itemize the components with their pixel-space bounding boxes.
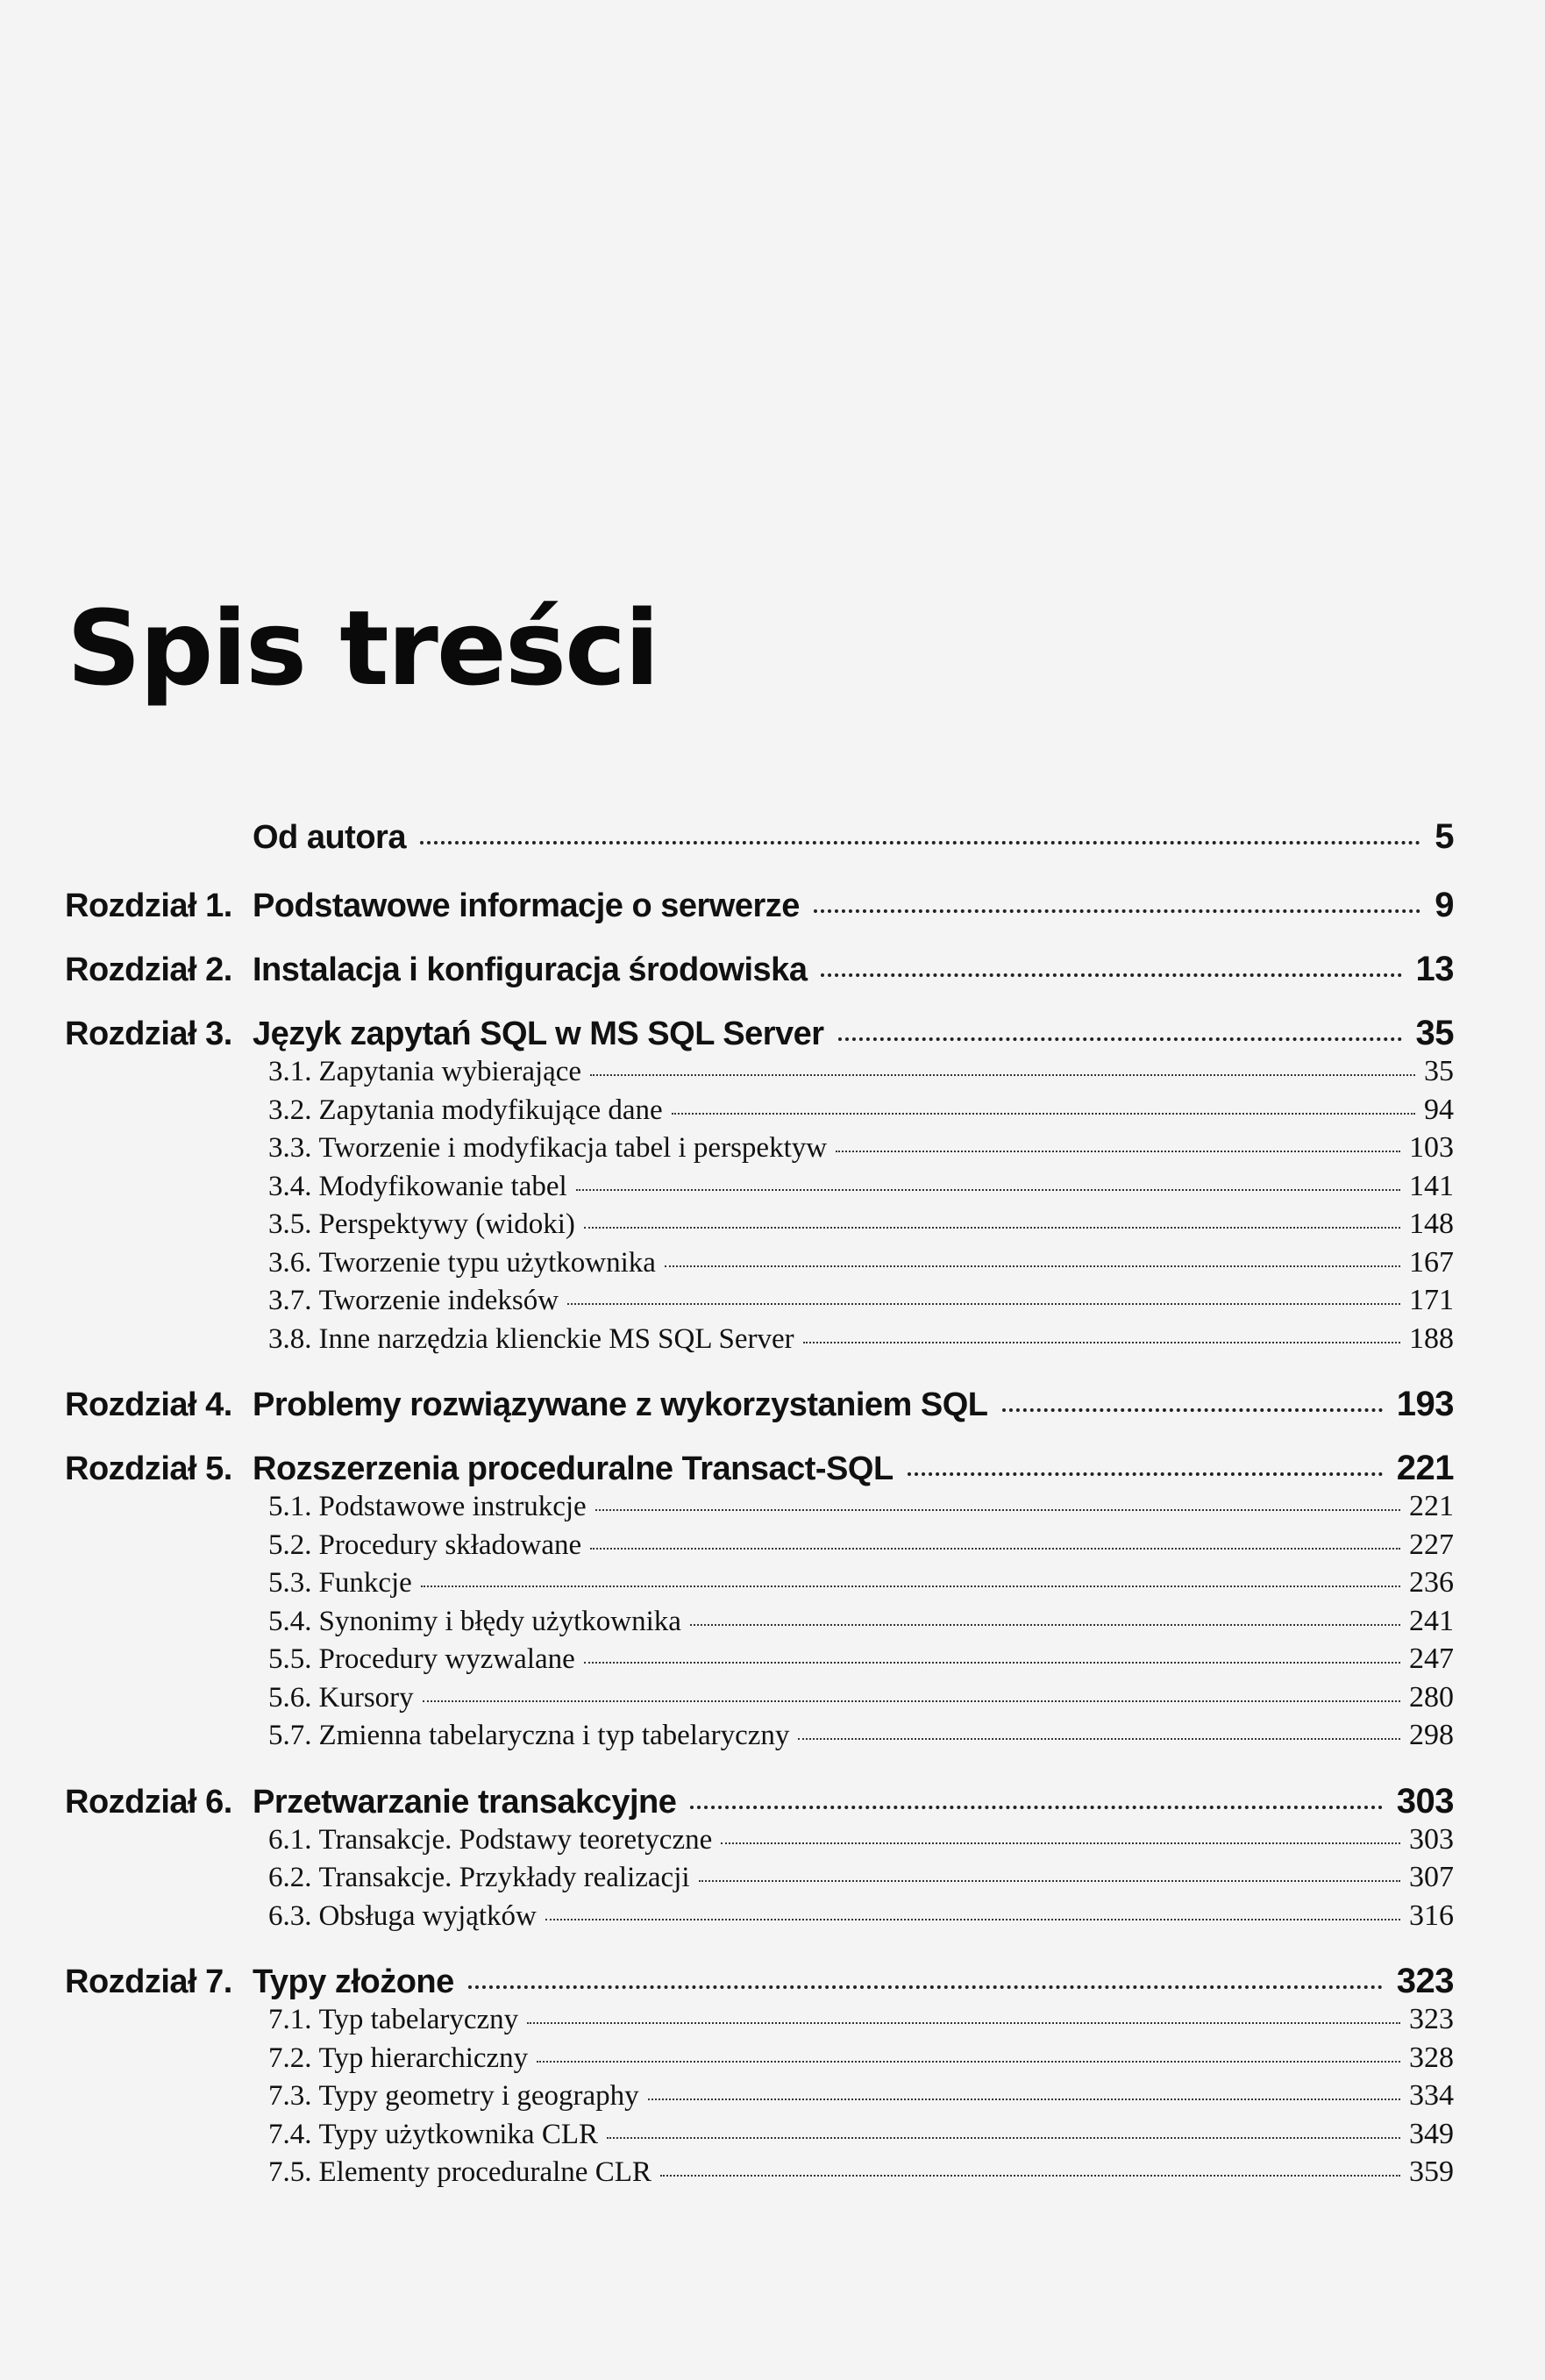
dot-leader	[821, 973, 1401, 977]
section-number: 5.7.	[268, 1720, 312, 1751]
chapter-title: Problemy rozwiązywane z wykorzystaniem SQL	[253, 1386, 988, 1423]
dot-leader	[595, 1509, 1400, 1511]
chapter-title: Język zapytań SQL w MS SQL Server	[253, 1015, 824, 1052]
toc-section-entry[interactable]	[65, 1322, 1454, 1361]
dot-leader	[567, 1303, 1400, 1305]
dot-leader	[607, 2137, 1400, 2139]
section-page-number: 94	[1424, 1093, 1454, 1126]
chapter-label: Rozdział 5.	[65, 1450, 232, 1487]
section-title: Tworzenie i modyfikacja tabel i perspektyw	[318, 1132, 828, 1164]
chapter-page-number: 5	[1435, 817, 1454, 856]
section-number: 3.7.	[268, 1285, 312, 1316]
section-number: 3.3.	[268, 1132, 312, 1164]
chapter-label: Rozdział 7.	[65, 1963, 232, 2000]
section-title: Elementy proceduralne CLR	[318, 2156, 651, 2188]
section-number: 3.2.	[268, 1094, 312, 1126]
section-number: 7.4.	[268, 2118, 312, 2150]
chapter-page-number: 323	[1396, 1962, 1454, 2000]
section-page-number: 334	[1409, 2079, 1454, 2112]
dot-leader	[648, 2099, 1400, 2100]
section-title: Tworzenie typu użytkownika	[318, 1246, 656, 1279]
section-title: Tworzenie indeksów	[318, 1285, 559, 1316]
page-title: Spis treści	[67, 588, 659, 709]
toc-section-entry[interactable]	[65, 1055, 1454, 1094]
toc-section-entry[interactable]	[65, 1246, 1454, 1285]
toc-section-entry[interactable]	[65, 1528, 1454, 1567]
section-number: 5.5.	[268, 1643, 312, 1675]
toc-chapter-entry[interactable]	[65, 950, 1454, 1014]
section-page-number: 359	[1409, 2156, 1454, 2188]
section-number: 5.6.	[268, 1681, 312, 1714]
toc-chapter-entry[interactable]	[65, 817, 1454, 886]
section-title: Typy geometry i geography	[318, 2080, 639, 2112]
chapter-page-number: 13	[1415, 950, 1454, 988]
toc-section-entry[interactable]	[65, 2156, 1454, 2194]
dot-leader	[699, 1880, 1400, 1882]
toc-section-entry[interactable]	[65, 2079, 1454, 2118]
toc-chapter-entry[interactable]	[65, 886, 1454, 950]
chapter-title: Rozszerzenia proceduralne Transact-SQL	[253, 1450, 894, 1487]
chapter-title: Od autora	[253, 819, 406, 856]
section-number: 7.1.	[268, 2004, 312, 2035]
section-number: 6.1.	[268, 1823, 312, 1856]
section-title: Typ hierarchiczny	[318, 2042, 529, 2074]
dot-leader	[690, 1806, 1382, 1809]
section-number: 5.4.	[268, 1605, 312, 1637]
section-title: Transakcje. Przykłady realizacji	[318, 1862, 690, 1893]
section-page-number: 148	[1409, 1208, 1454, 1240]
toc-section-entry[interactable]	[65, 1719, 1454, 1757]
toc-section-entry[interactable]	[65, 1170, 1454, 1208]
toc-section-entry[interactable]	[65, 1605, 1454, 1643]
dot-leader	[590, 1548, 1400, 1550]
section-page-number: 323	[1409, 2003, 1454, 2035]
section-title: Obsługa wyjątków	[318, 1899, 537, 1932]
toc-section-entry[interactable]	[65, 2003, 1454, 2042]
section-title: Zmienna tabelaryczna i typ tabelaryczny	[318, 1720, 790, 1751]
chapter-label: Rozdział 4.	[65, 1386, 232, 1423]
section-page-number: 188	[1409, 1322, 1454, 1355]
chapter-label: Rozdział 2.	[65, 951, 232, 988]
toc-section-entry[interactable]	[65, 1566, 1454, 1605]
dot-leader	[527, 2022, 1400, 2024]
section-page-number: 171	[1409, 1284, 1454, 1316]
chapter-title: Podstawowe informacje o serwerze	[253, 887, 800, 924]
section-page-number: 227	[1409, 1528, 1454, 1561]
dot-leader	[468, 1985, 1383, 1989]
chapter-page-number: 221	[1396, 1449, 1454, 1487]
section-title: Kursory	[318, 1681, 414, 1714]
section-page-number: 303	[1409, 1822, 1454, 1856]
section-number: 3.8.	[268, 1322, 312, 1355]
table-of-contents	[65, 817, 1454, 2219]
section-page-number: 280	[1409, 1680, 1454, 1714]
toc-section-entry[interactable]	[65, 1284, 1454, 1322]
chapter-title: Instalacja i konfiguracja środowiska	[253, 951, 808, 988]
toc-section-entry[interactable]	[65, 1899, 1454, 1938]
section-page-number: 221	[1409, 1490, 1454, 1522]
section-page-number: 316	[1409, 1899, 1454, 1932]
section-number: 5.1.	[268, 1491, 312, 1522]
section-page-number: 167	[1409, 1245, 1454, 1279]
section-title: Procedury składowane	[318, 1528, 582, 1561]
section-title: Funkcje	[318, 1567, 412, 1599]
section-list	[65, 1055, 1454, 1360]
toc-section-entry[interactable]	[65, 1094, 1454, 1132]
dot-leader	[423, 1700, 1400, 1702]
section-page-number: 349	[1409, 2117, 1454, 2150]
section-list	[65, 1490, 1454, 1757]
dot-leader	[420, 841, 1420, 844]
section-title: Transakcje. Podstawy teoretyczne	[318, 1823, 713, 1856]
section-title: Typy użytkownika CLR	[318, 2118, 598, 2150]
section-list	[65, 1823, 1454, 1938]
section-page-number: 298	[1409, 1719, 1454, 1751]
section-page-number: 247	[1409, 1642, 1454, 1675]
chapter-page-number: 9	[1435, 886, 1454, 924]
dot-leader	[537, 2061, 1400, 2063]
dot-leader	[838, 1037, 1402, 1041]
dot-leader	[545, 1919, 1400, 1920]
toc-section-entry[interactable]	[65, 2042, 1454, 2080]
toc-section-entry[interactable]	[65, 1642, 1454, 1681]
dot-leader	[803, 1342, 1400, 1343]
chapter-page-number: 193	[1396, 1385, 1454, 1423]
dot-leader	[590, 1074, 1415, 1076]
chapter-page-number: 35	[1415, 1014, 1454, 1052]
section-number: 3.6.	[268, 1246, 312, 1279]
dot-leader	[584, 1227, 1400, 1229]
section-page-number: 236	[1409, 1566, 1454, 1599]
section-page-number: 328	[1409, 2041, 1454, 2074]
section-number: 3.4.	[268, 1170, 312, 1202]
toc-section-entry[interactable]	[65, 1131, 1454, 1170]
dot-leader	[721, 1842, 1400, 1844]
section-number: 6.2.	[268, 1862, 312, 1893]
dot-leader	[814, 909, 1420, 913]
section-number: 7.3.	[268, 2080, 312, 2112]
section-title: Typ tabelaryczny	[318, 2004, 519, 2035]
dot-leader	[660, 2175, 1400, 2177]
chapter-title: Przetwarzanie transakcyjne	[253, 1783, 677, 1821]
chapter-label: Rozdział 6.	[65, 1783, 232, 1821]
toc-section-entry[interactable]	[65, 2118, 1454, 2156]
chapter-page-number: 303	[1396, 1781, 1454, 1821]
section-number: 5.3.	[268, 1567, 312, 1599]
toc-chapter-entry[interactable]	[65, 1385, 1454, 1449]
dot-leader	[690, 1624, 1400, 1626]
section-page-number: 241	[1409, 1604, 1454, 1637]
toc-section-entry[interactable]	[65, 1681, 1454, 1720]
section-title: Podstawowe instrukcje	[318, 1491, 587, 1522]
section-page-number: 141	[1409, 1169, 1454, 1202]
section-title: Modyfikowanie tabel	[318, 1170, 567, 1202]
dot-leader	[672, 1113, 1415, 1115]
dot-leader	[798, 1738, 1400, 1740]
section-number: 3.1.	[268, 1056, 312, 1087]
section-number: 7.2.	[268, 2042, 312, 2074]
section-page-number: 35	[1424, 1055, 1454, 1087]
section-number: 3.5.	[268, 1208, 312, 1240]
section-page-number: 103	[1409, 1131, 1454, 1164]
section-title: Zapytania modyfikujące dane	[318, 1094, 663, 1126]
section-number: 6.3.	[268, 1899, 312, 1932]
dot-leader	[421, 1585, 1400, 1587]
toc-section-entry[interactable]	[65, 1861, 1454, 1899]
section-number: 5.2.	[268, 1528, 312, 1561]
chapter-title: Typy złożone	[253, 1963, 454, 2000]
dot-leader	[584, 1662, 1400, 1664]
chapter-label: Rozdział 3.	[65, 1015, 232, 1052]
dot-leader	[836, 1151, 1400, 1152]
dot-leader	[1002, 1408, 1383, 1412]
toc-section-entry[interactable]	[65, 1823, 1454, 1862]
section-title: Inne narzędzia klienckie MS SQL Server	[318, 1322, 794, 1355]
dot-leader	[665, 1265, 1400, 1267]
section-title: Perspektywy (widoki)	[318, 1208, 575, 1240]
chapter-label: Rozdział 1.	[65, 887, 232, 924]
section-title: Procedury wyzwalane	[318, 1643, 575, 1675]
toc-section-entry[interactable]	[65, 1490, 1454, 1528]
section-page-number: 307	[1409, 1861, 1454, 1893]
dot-leader	[908, 1472, 1383, 1476]
section-list	[65, 2003, 1454, 2194]
dot-leader	[576, 1189, 1400, 1191]
section-number: 7.5.	[268, 2156, 312, 2188]
toc-section-entry[interactable]	[65, 1208, 1454, 1246]
section-title: Synonimy i błędy użytkownika	[318, 1605, 681, 1637]
section-title: Zapytania wybierające	[318, 1056, 582, 1087]
